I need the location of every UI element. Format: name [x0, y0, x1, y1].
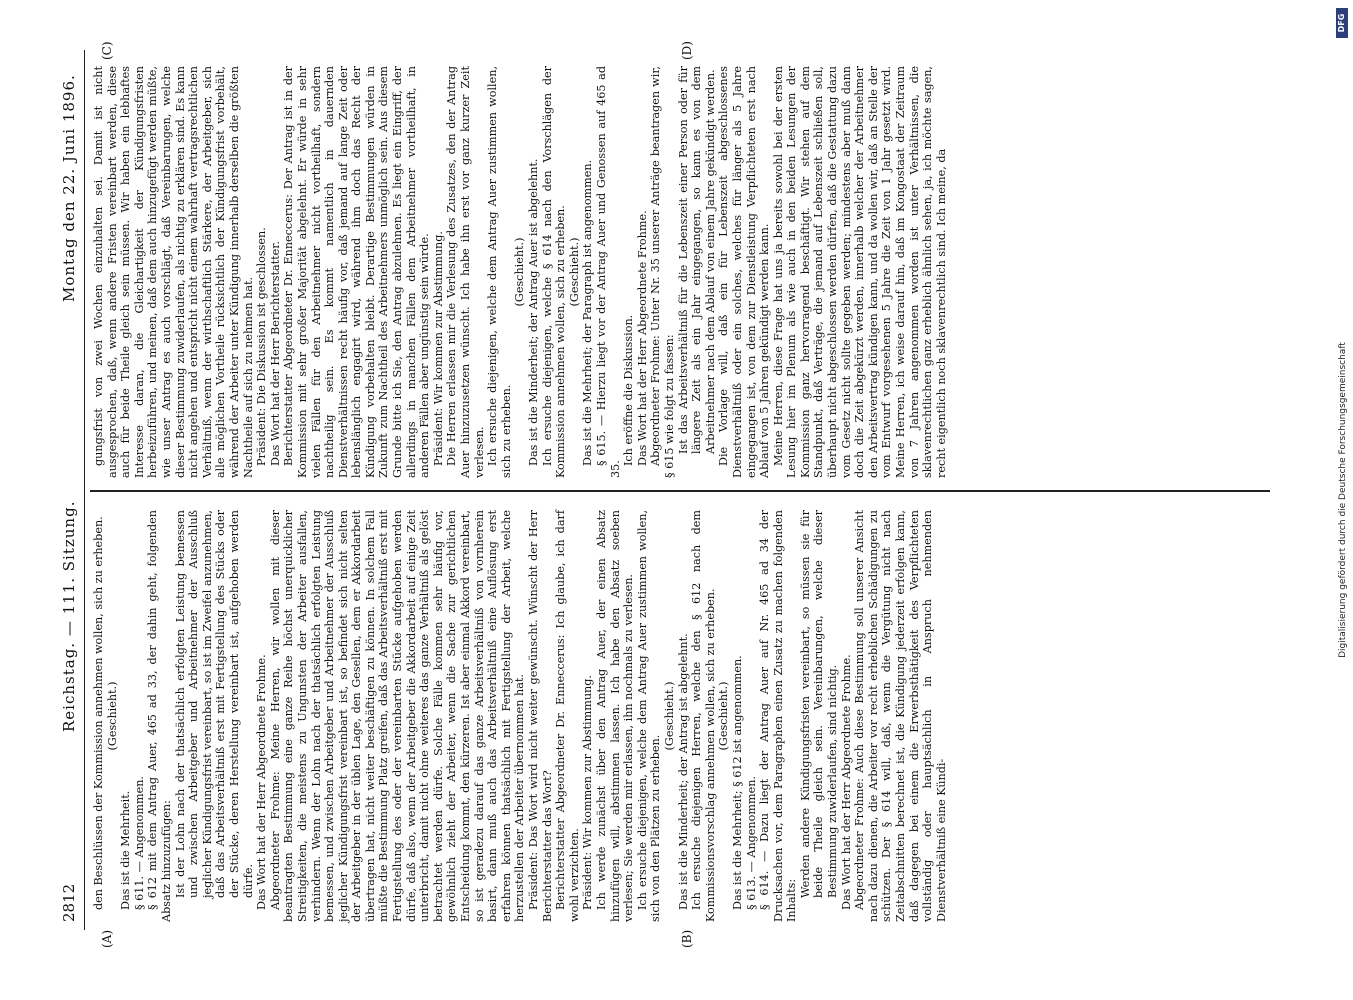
- paragraph: Das ist die Mehrheit.: [119, 790, 133, 910]
- paragraph: § 611. — Angenommen.: [132, 776, 146, 910]
- text-column-right: [92, 66, 948, 478]
- margin-mark-a: (A): [100, 929, 114, 948]
- page-number: 2812: [60, 883, 78, 922]
- speech: Abgeordneter Frohme: Meine Herren, wir wollen mit dieser beantragten Bestimmung eine ganze Reihe höchst unerquicklicher Streitigkeiten, die meistens zu Ungunsten der Arbeiter ausfallen, verhindern. Wenn der Lohn nach der thatsächlich erfolgten Leistung bemessen, und zwischen Arbeitgeber und Arbeitnehmer der Ausschluß jeglicher Kündigungsfrist vereinbart ist, so befindet sich nicht selten der Arbeitgeber in der üblen Lage, den Gesellen, dem er Akkordarbeit übertragen hat, nicht weiter beschäftigen zu können. In solchem Fall müßte die Bestimmung Platz greifen, daß das Arbeitsverhältniß erst mit Fertigstellung des oder der vereinbarten Stücke aufgehoben werden dürfe, daß also, wenn der Arbeitgeber die Akkordarbeit auf einige Zeit unterbricht, damit nicht ohne weiteres das ganze Verhältniß als gelöst betrachtet werden dürfe. Solche Fälle kommen sehr häufig vor, gewöhnlich zieht der Arbeiter, wenn die Sache zur gerichtlichen Entscheidung kommt, den kürzeren. Ist aber einmal Akkord vereinbart, so ist geradezu darauf das ganze Arbeitsverhältniß von vornherein basirt, dann muß auch das Arbeitsverhältniß eine Auflösung erst erfahren können thatsächlich mit Fertigstellung der Arbeit, welche herzustellen der Arbeiter übernommen hat.: [268, 510, 527, 922]
- paragraph: Das ist die Minderheit; der Antrag ist abgelehnt.: [676, 633, 690, 910]
- paragraph: § 614. — Dazu liegt der Antrag Auer auf Nr. 465 ad 34 der Drucksachen vor, dem Paragraphen einen Zusatz zu machen folgenden Inhalts:: [758, 510, 799, 922]
- paragraph: Ich ersuche diejenigen, welche dem Antrag Auer zustimmen wollen, sich zu erheben.: [486, 66, 513, 478]
- page-header: [60, 62, 84, 922]
- paragraph: (Geschieht.): [513, 237, 527, 307]
- text-column-left: [92, 510, 948, 922]
- paragraph: § 613. — Angenommen.: [744, 776, 758, 910]
- paragraph: Das Wort hat der Herr Abgeordnete Frohme.: [635, 210, 649, 466]
- paragraph: Das Wort hat der Herr Abgeordnete Frohme.: [839, 654, 853, 910]
- speech: Berichterstatter Abgeordneter Dr. Enneccerus: Der Antrag ist in der Kommission mit sehr großer Majorität abgelehnt. Er würde in sehr vielen Fällen für den Arbeitnehmer nicht vortheilhaft, sondern nachtheilig sein. Es kommt namentlich in dauernden Dienstverhältnissen recht häufig vor, daß jemand auf lange Zeit oder lebenslänglich engagirt wird, während ihm doch das Recht der Kündigung vorbehalten bleibt. Derartige Bestimmungen würden in Zukunft zum Nachtheil des Arbeitnehmers unmöglich sein. Aus diesem Grunde bitte ich Sie, den Antrag abzulehnen. Es liegt ein Eingriff, der allerdings in manchen Fällen dem Arbeitnehmer vortheilhaft, in anderen Fällen aber ungünstig sein würde.: [282, 66, 432, 478]
- paragraph: Die Herren erlassen mir die Verlesung des Zusatzes, den der Antrag Auer hinzuzusetzen wünscht. Ich habe ihn erst vor ganz kurzer Zeit verlesen.: [445, 66, 486, 478]
- paragraph: Ich eröffne die Diskussion.: [622, 314, 636, 466]
- paragraph: Ich werde zunächst über den Antrag Auer, der einen Absatz hinzufügen will, abstimmen lassen. Ich habe den Absatz soeben verlesen; Sie werden mir erlassen, ihn nochmals zu verlesen.: [594, 510, 636, 922]
- paragraph: § 612 mit dem Antrag Auer, 465 ad 33, der dahin geht, folgenden Absatz hinzuzufügen:: [146, 510, 173, 922]
- paragraph: Das ist die Mehrheit; § 612 ist angenommen.: [730, 655, 744, 910]
- paragraph: Präsident: Wir kommen zur Abstimmung.: [431, 231, 445, 466]
- paragraph: Präsident: Die Diskussion ist geschlossen.: [255, 227, 269, 466]
- margin-mark-c: (C): [100, 41, 114, 60]
- session-date: Montag den 22. Juni 1896.: [60, 74, 78, 302]
- paragraph: Das ist die Minderheit; der Antrag Auer ist abgelehnt.: [527, 158, 540, 466]
- paragraph: Präsident: Wir kommen zur Abstimmung.: [581, 675, 595, 910]
- paragraph: den Beschlüssen der Kommission annehmen wollen, sich zu erheben.: [92, 516, 105, 910]
- paragraph: § 615. — Hierzu liegt vor der Antrag Auer und Genossen auf 465 ad 35.: [594, 66, 622, 478]
- session-title: Reichstag. — 111. Sitzung.: [60, 500, 78, 732]
- margin-mark-b: (B): [680, 929, 694, 948]
- paragraph: Das Wort hat der Herr Berichterstatter.: [268, 241, 282, 466]
- dfg-logo: DFG: [1336, 8, 1348, 38]
- speech: Abgeordneter Frohme: Auch diese Bestimmung soll unserer Ansicht nach dazu dienen, die Arbeiter vor recht erheblichen Schädigungen zu schützen. Der § 614 will, daß, wenn die Vergütung nicht nach Zeitabschnitten berechnet ist, die Kündigung jederzeit erfolgen kann, daß dagegen bei einem die Erwerbsthätigkeit des Verpflichteten vollständig oder hauptsächlich in Anspruch nehmenden Dienstverhältniß eine Kündi-: [853, 510, 948, 922]
- margin-mark-d: (D): [680, 41, 694, 60]
- paragraph: (Geschieht.): [567, 237, 581, 307]
- quoted-clause: Ist der Lohn nach der thatsächlich erfolgten Leistung bemessen und zwischen Arbeitgeber und Arbeitnehmer der Ausschluß jeglicher Kündigungsfrist vereinbart, so ist im Zweifel anzunehmen, daß das Arbeitsverhältniß erst mit Fertigstellung des Stücks oder der Stücke, deren Herstellung vereinbart ist, aufgehoben werden dürfe.: [173, 510, 255, 898]
- paragraph: Das ist die Mehrheit; der Paragraph ist angenommen.: [581, 159, 595, 466]
- paragraph: Ich ersuche diejenigen, welche § 614 nach den Vorschlägen der Kommission annehmen wollen, sich zu erheben.: [540, 66, 568, 478]
- quoted-clause: Ist das Arbeitsverhältniß für die Lebenszeit einer Person oder für längere Zeit als ein Jahr eingegangen, so kann es von dem Arbeitnehmer nach dem Ablauf von einem Jahre gekündigt werden.: [676, 66, 717, 454]
- speech: gungsfrist von zwei Wochen einzuhalten sei. Damit ist nicht ausgesprochen, daß, wenn andere Fristen vereinbart werden, diese auch für beide Theile gleich sein müssen. Wir haben ein lebhaftes Interesse daran, die Gleichartigkeit der Kündigungsfristen herbeizuführen, und meinen, daß dem auch hinzugefügt werden müßte, wie unser Antrag es auch vorschlägt, daß Vereinbarungen, welche dieser Bestimmung zuwiderlaufen, als nichtig zu erklären sind. Es kann nicht angehen und entspricht nicht einem wahrhaft vertragsrechtlichen Verhältniß, wenn der wirthschaftlich Stärkere, der Arbeitgeber, sich alle möglichen Vortheile rücksichtlich der Kündigungsfrist vorbehält, während der Arbeiter unter Kündigung innerhalb derselben die größten Nachtheile auf sich zu nehmen hat.: [92, 66, 255, 478]
- header-rule: [84, 50, 85, 930]
- quoted-clause: Werden andere Kündigungsfristen vereinbart, so müssen sie für beide Theile gleich sein. Vereinbarungen, welche dieser Bestimmung zuwiderlaufen, sind nichtig.: [798, 510, 840, 898]
- paragraph: Das Wort hat der Herr Abgeordnete Frohme.: [255, 654, 269, 910]
- paragraph: (Geschieht.): [105, 681, 119, 751]
- paragraph: Ich ersuche diejenigen Herren, welche den § 612 nach dem Kommissionsvorschlag annehmen wollen, sich zu erheben.: [690, 510, 717, 922]
- paragraph: Ich ersuche diejenigen, welche dem Antrag Auer zustimmen wollen, sich von den Plätzen zu erheben.: [635, 510, 663, 922]
- paragraph: Berichterstatter Abgeordneter Dr. Enneccerus: Ich glaube, ich darf wohl verzichten.: [554, 510, 581, 922]
- paragraph: Die Vorlage will, daß ein für Lebenszeit abgeschlossenes Dienstverhältniß oder ein solches, welches für länger als 5 Jahre eingegangen ist, von dem zur Dienstleistung Verpflichteten erst nach Ablauf von 5 Jahren gekündigt werden kann.: [717, 66, 772, 478]
- paragraph: Abgeordneter Frohme: Unter Nr. 35 unserer Anträge beantragen wir, § 615 wie folgt zu fassen:: [649, 66, 676, 478]
- paragraph: Präsident: Das Wort wird nicht weiter gewünscht. Wünscht der Herr Berichterstatter das Wort?: [527, 510, 554, 922]
- digitization-credit: Digitalisierung gefördert durch die Deutsche Forschungsgemeinschaft: [1338, 342, 1348, 658]
- paragraph: (Geschieht.): [662, 681, 676, 751]
- column-divider: [90, 490, 1270, 492]
- speech: Meine Herren, diese Frage hat uns ja bereits sowohl bei der ersten Lesung hier im Plenum als wie auch in den beiden Lesungen der Kommission ganz hervorragend beschäftigt. Wir stehen auf dem Standpunkt, daß Verträge, die jemand auf Lebenszeit schließen soll, überhaupt nicht abgeschlossen werden dürfen, daß die Gestattung dazu vom Gesetz nicht sollte gegeben werden; mindestens aber muß dann doch die Zeit abgekürzt werden, innerhalb welcher der Arbeitnehmer den Arbeitsvertrag kündigen kann, und da wollen wir, daß an Stelle der vom Entwurf vorgesehenen 5 Jahre die Zeit von 1 Jahr gesetzt wird. Meine Herren, ich weise darauf hin, daß im Kongostaat der Zeitraum von 7 Jahren angenommen worden ist unter Verhältnissen, die sklavenrechtlichen ganz erheblich ähnlich sehen, ja, ich möchte sagen, recht eigentlich noch sklavenrechtlich sind. Ich meine, da: [771, 66, 948, 478]
- paragraph: (Geschieht.): [717, 681, 731, 751]
